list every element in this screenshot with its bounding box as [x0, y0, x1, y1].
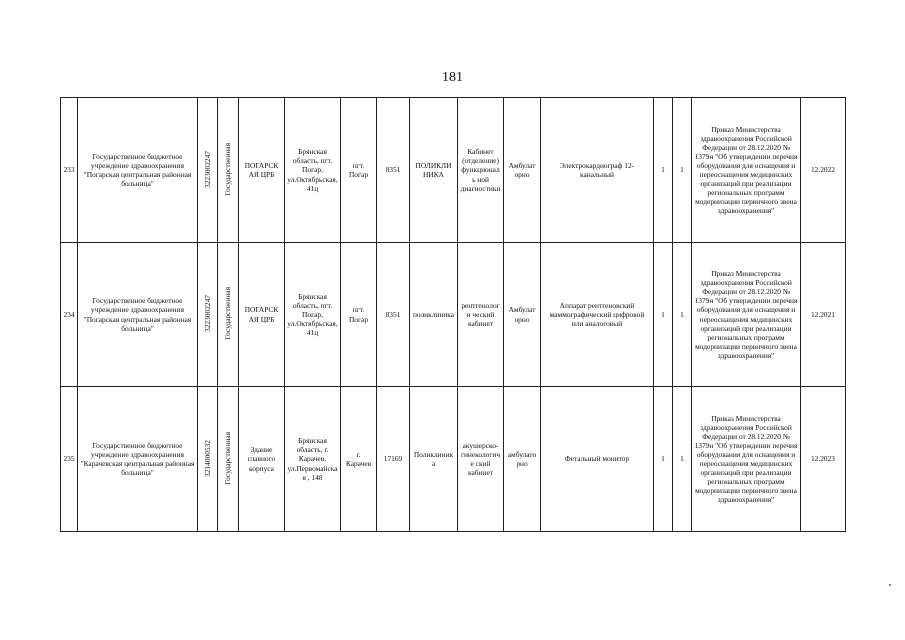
- locality: г. Карачев: [341, 387, 377, 532]
- locality: пгт. Погар: [341, 98, 377, 243]
- care-type: Амбулат орно: [504, 243, 541, 387]
- inn-value: 3214000532: [202, 439, 212, 477]
- address: Брянская область, пгт. Погар, ул.Октябрьская, 41ц: [285, 98, 341, 243]
- population: 17169: [377, 387, 410, 532]
- unit: Поликлиник а: [410, 387, 458, 532]
- scan-dot: [889, 584, 891, 586]
- legal-basis: Приказ Министерства здравоохранения Российской Федерации от 28.12.2020 № 1379н "Об утверждении перечня оборудования для оснащения и переоснащения медицинских организаций при реализации региональных программ модернизации первичного звена здравоохранения": [692, 98, 801, 243]
- institution-name: Государственное бюджетное учреждение здравоохранения "Погарская центральная районная больница": [78, 243, 198, 387]
- inn-cell: [198, 387, 218, 532]
- ownership-cell: [218, 243, 239, 387]
- quantity-1: 1: [654, 387, 673, 532]
- deadline-date: 12.2023: [801, 387, 846, 532]
- population: 8351: [377, 243, 410, 387]
- table-row: [61, 387, 846, 532]
- building-name: ПОГАРСК АЯ ЦРБ: [239, 243, 285, 387]
- inn-cell: [198, 98, 218, 243]
- unit: ПОЛИКЛИ НИКА: [410, 98, 458, 243]
- inn-value: 3223002247: [202, 150, 212, 188]
- row-number: 234: [61, 243, 78, 387]
- equipment-name: Электрокардиограф 12-канальный: [541, 98, 654, 243]
- building-name: Здание главного корпуса: [239, 387, 285, 532]
- building-name: ПОГАРСК АЯ ЦРБ: [239, 98, 285, 243]
- department: акушерско-гинекологиче ский кабинет: [458, 387, 504, 532]
- deadline-date: 12.2022: [801, 98, 846, 243]
- row-number: 233: [61, 98, 78, 243]
- institution-name: Государственное бюджетное учреждение здравоохранения "Погарская центральная районная больница": [78, 98, 198, 243]
- address: Брянская область, пгт. Погар, ул.Октябрьская, 41ц: [285, 243, 341, 387]
- population: 8351: [377, 98, 410, 243]
- ownership-value: Государственная: [223, 287, 233, 340]
- ownership-cell: [218, 98, 239, 243]
- quantity-1: 1: [654, 98, 673, 243]
- quantity-2: 1: [673, 243, 692, 387]
- ownership-cell: [218, 387, 239, 532]
- unit: поликлиника: [410, 243, 458, 387]
- equipment-table: [60, 97, 846, 532]
- address: Брянская область, г. Карачев, ул.Первомайская , 148: [285, 387, 341, 532]
- department: рентгенологи ческий кабинет: [458, 243, 504, 387]
- deadline-date: 12.2021: [801, 243, 846, 387]
- care-type: амбулато рно: [504, 387, 541, 532]
- ownership-value: Государственная: [223, 142, 233, 196]
- equipment-name: Фетальный монитор: [541, 387, 654, 532]
- legal-basis: Приказ Министерства здравоохранения Российской Федерации от 28.12.2020 № 1379н "Об утверждении перечня оборудования для оснащения и переоснащения медицинских организаций при реализации региональных программ модернизации первичного звена здравоохранения": [692, 243, 801, 387]
- equipment-name: Аппарат рентгеновский маммографический цифровой или аналоговый: [541, 243, 654, 387]
- inn-value: 3223002247: [202, 295, 212, 332]
- page-number: 181: [442, 70, 463, 85]
- care-type: Амбулат орно: [504, 98, 541, 243]
- institution-name: Государственное бюджетное учреждение здравоохранения "Карачевская центральная районная больница": [78, 387, 198, 532]
- locality: пгт. Погар: [341, 243, 377, 387]
- department: Кабинет (отделение) функциональ ной диагностики: [458, 98, 504, 243]
- quantity-2: 1: [673, 387, 692, 532]
- row-number: 235: [61, 387, 78, 532]
- legal-basis: Приказ Министерства здравоохранения Российской Федерации от 28.12.2020 № 1379н "Об утверждении перечня оборудования для оснащения и переоснащения медицинских организаций при реализации региональных программ модернизации первичного звена здравоохранения": [692, 387, 801, 532]
- quantity-2: 1: [673, 98, 692, 243]
- table-row: [61, 98, 846, 243]
- inn-cell: [198, 243, 218, 387]
- quantity-1: 1: [654, 243, 673, 387]
- ownership-value: Государственная: [223, 431, 233, 485]
- table-row: [61, 243, 846, 387]
